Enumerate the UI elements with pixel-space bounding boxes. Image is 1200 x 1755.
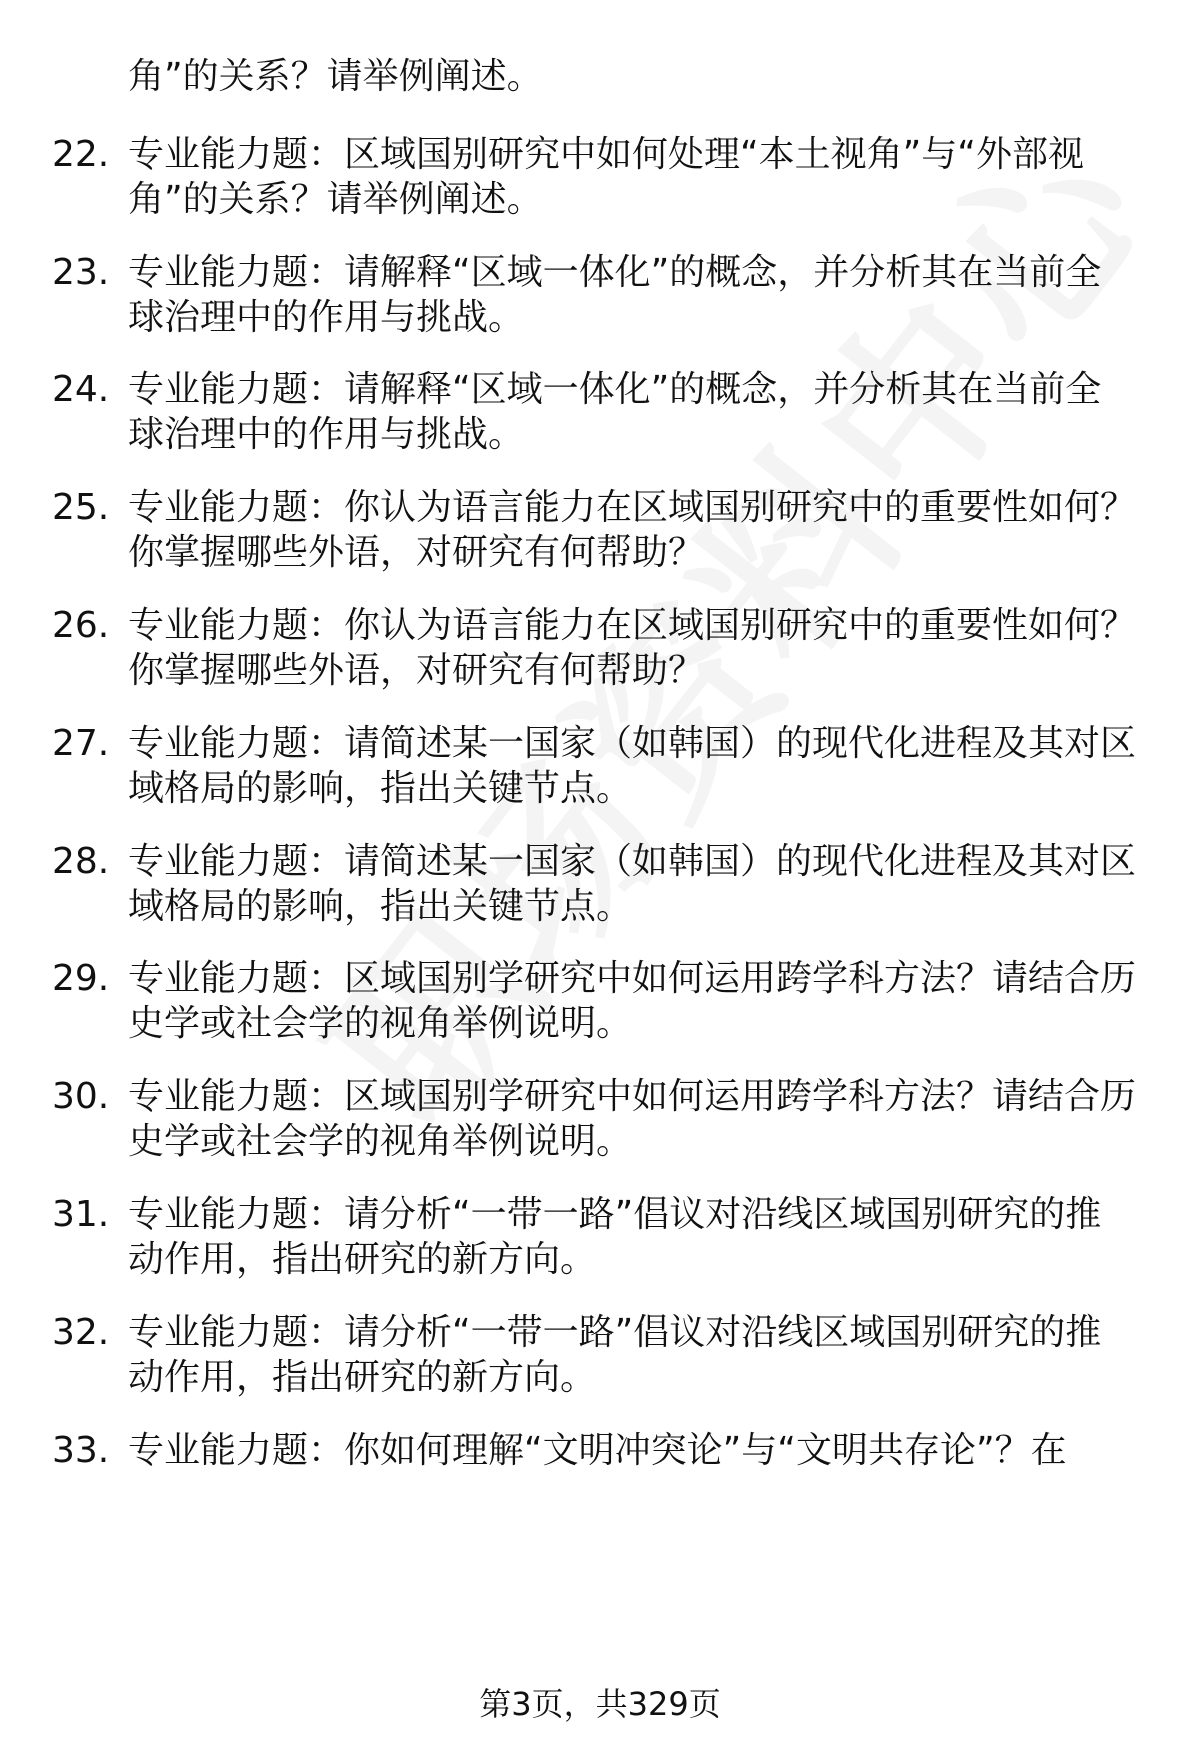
question-number: 32. — [52, 1312, 110, 1353]
question-text-line2: 史学或社会学的视角举例说明。 — [128, 1003, 633, 1044]
question-number: 31. — [52, 1194, 110, 1235]
question-text-line2: 动作用，指出研究的新方向。 — [128, 1239, 597, 1280]
question-text-line1: 专业能力题：你如何理解“文明冲突论”与“文明共存论”？在 — [128, 1430, 1067, 1471]
question-text-line1: 专业能力题：区域国别研究中如何处理“本土视角”与“外部视 — [128, 134, 1084, 175]
question-number: 30. — [52, 1076, 110, 1117]
question-number: 27. — [52, 723, 110, 764]
question-number: 25. — [52, 487, 110, 528]
question-number: 33. — [52, 1430, 110, 1471]
question-text-line1: 专业能力题：请解释“区域一体化”的概念，并分析其在当前全 — [128, 252, 1102, 293]
question-number: 22. — [52, 134, 110, 175]
question-number: 26. — [52, 605, 110, 646]
question-text-line2: 你掌握哪些外语，对研究有何帮助？ — [128, 650, 705, 691]
question-text-line2: 角”的关系？请举例阐述。 — [128, 179, 543, 220]
question-text-line1: 专业能力题：区域国别学研究中如何运用跨学科方法？请结合历 — [128, 1076, 1137, 1117]
continued-line: 角”的关系？请举例阐述。 — [128, 56, 543, 97]
question-text-line2: 域格局的影响，指出关键节点。 — [128, 768, 633, 809]
question-text-line1: 专业能力题：请解释“区域一体化”的概念，并分析其在当前全 — [128, 369, 1102, 410]
question-text-line1: 专业能力题：你认为语言能力在区域国别研究中的重要性如何？ — [128, 605, 1137, 646]
question-text-line2: 球治理中的作用与挑战。 — [128, 414, 525, 455]
question-text-line2: 域格局的影响，指出关键节点。 — [128, 886, 633, 927]
question-text-line2: 你掌握哪些外语，对研究有何帮助？ — [128, 532, 705, 573]
question-number: 23. — [52, 252, 110, 293]
question-text-line2: 史学或社会学的视角举例说明。 — [128, 1121, 633, 1162]
page-footer: 第3页，共329页 — [479, 1685, 721, 1723]
question-number: 28. — [52, 841, 110, 882]
question-text-line1: 专业能力题：你认为语言能力在区域国别研究中的重要性如何？ — [128, 487, 1137, 528]
question-text-line1: 专业能力题：区域国别学研究中如何运用跨学科方法？请结合历 — [128, 958, 1137, 999]
question-number: 29. — [52, 958, 110, 999]
question-text-line2: 球治理中的作用与挑战。 — [128, 297, 525, 338]
question-text-line1: 专业能力题：请分析“一带一路”倡议对沿线区域国别研究的推 — [128, 1312, 1102, 1353]
question-text-line1: 专业能力题：请分析“一带一路”倡议对沿线区域国别研究的推 — [128, 1194, 1102, 1235]
question-text-line1: 专业能力题：请简述某一国家（如韩国）的现代化进程及其对区 — [128, 723, 1137, 764]
question-text-line1: 专业能力题：请简述某一国家（如韩国）的现代化进程及其对区 — [128, 841, 1137, 882]
question-number: 24. — [52, 369, 110, 410]
question-text-line2: 动作用，指出研究的新方向。 — [128, 1357, 597, 1398]
